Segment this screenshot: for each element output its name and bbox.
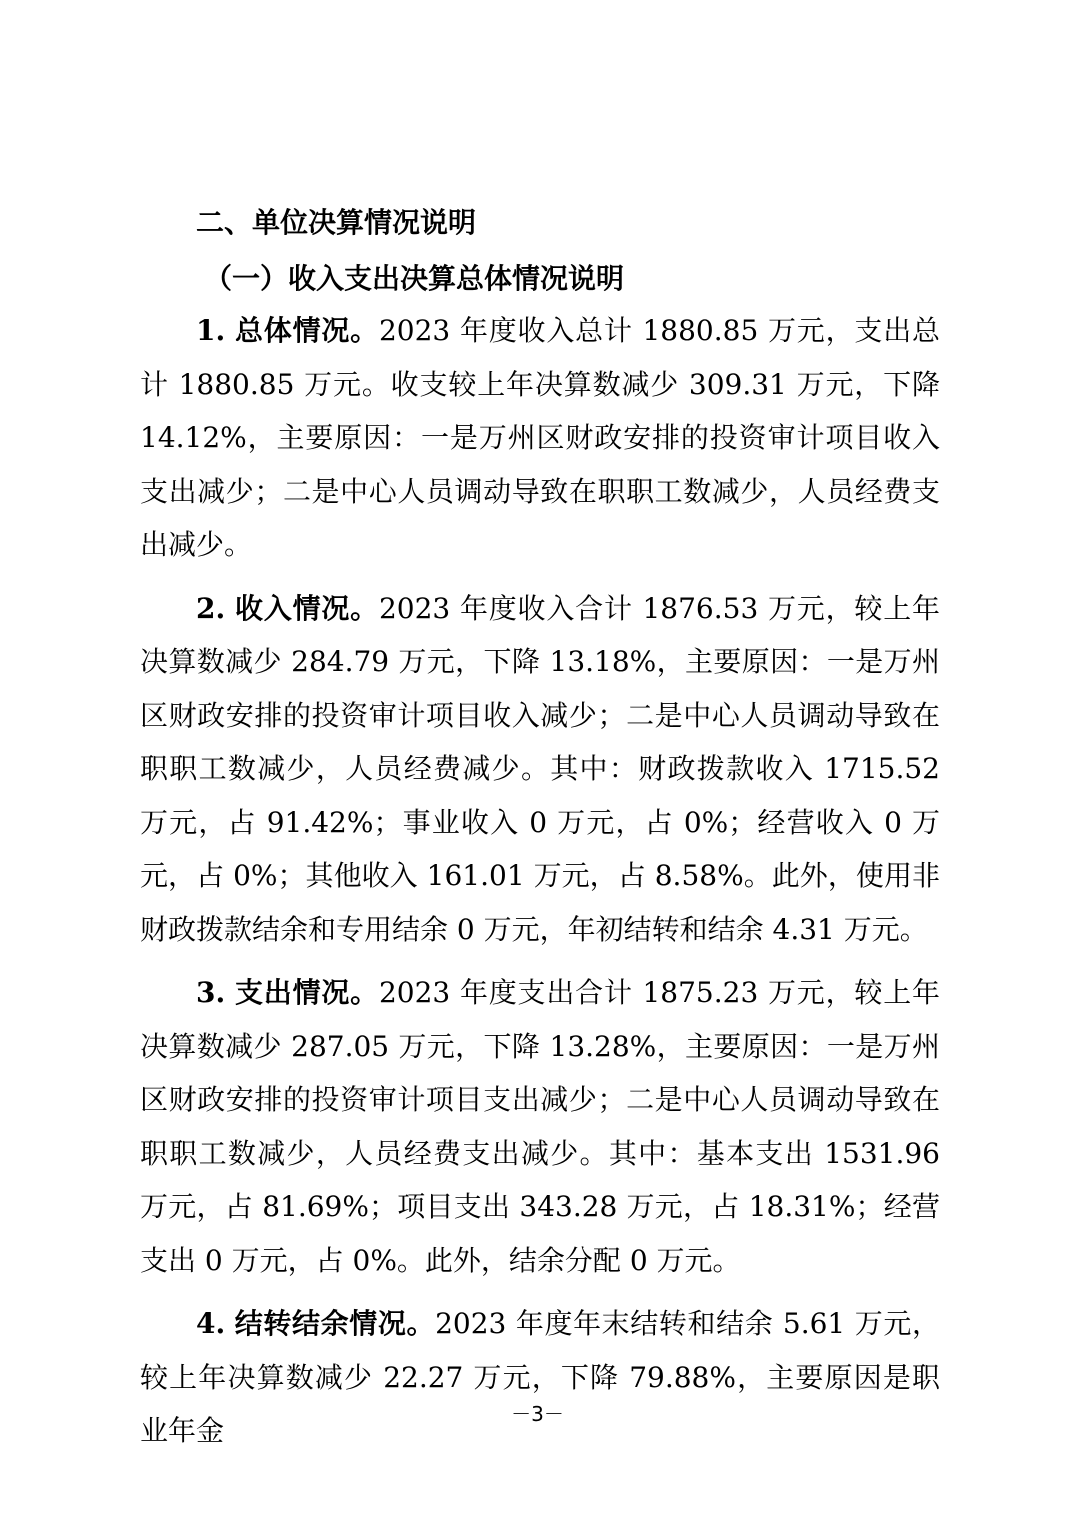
paragraph-lead: 结转结余情况。 [234, 1307, 436, 1340]
section-title: 二、单位决算情况说明 [196, 206, 477, 239]
paragraph-number: 3. [196, 976, 226, 1009]
section-subtitle: （一）收入支出决算总体情况说明 [204, 262, 625, 295]
paragraph-lead: 收入情况。 [234, 591, 379, 625]
document-body [140, 196, 940, 1468]
page-number: －3－ [511, 1402, 564, 1426]
paragraph-number: 4. [196, 1307, 226, 1340]
paragraph-number: 1. [196, 314, 226, 347]
paragraph-text: 2023 年度收入总计 1880.85 万元，支出总计 1880.85 万元。收支较上年决算数减少 309.31 万元，下降 14.12%，主要原因：一是万州区财政安排的投资审计项目收入支出减少；二是中心人员调动导致在职职工数减少，人员经费支出减少。 [140, 314, 940, 561]
paragraph-carryover [140, 1297, 940, 1458]
paragraph-text: 2023 年度支出合计 1875.23 万元，较上年决算数减少 287.05 万元，下降 13.28%，主要原因：一是万州区财政安排的投资审计项目支出减少；二是中心人员调动导致在职职工数减少，人员经费支出减少。其中：基本支出 1531.96 万元，占 81.69%；项目支出 343.28 万元，占 18.31%；经营支出 0 万元，占 0%。此外，结余分配 0 万元。 [140, 976, 940, 1277]
paragraph-text: 2023 年度收入合计 1876.53 万元，较上年决算数减少 284.79 万元，下降 13.18%，主要原因：一是万州区财政安排的投资审计项目收入减少；二是中心人员调动导致在职职工数减少，人员经费减少。其中：财政拨款收入 1715.52 万元，占 91.42%；事业收入 0 万元，占 0%；经营收入 0 万元，占 0%；其他收入 161.01 万元，占 8.58%。此外，使用非财政拨款结余和专用结余 0 万元，年初结转和结余 4.31 万元。 [140, 591, 940, 946]
paragraph-lead: 支出情况。 [234, 976, 379, 1009]
paragraph-text: 2023 年度年末结转和结余 5.61 万元，较上年决算数减少 22.27 万元，下降 79.88%，主要原因是职业年金 [140, 1307, 940, 1447]
paragraph-lead: 总体情况。 [234, 314, 379, 347]
paragraph-overall [140, 304, 940, 572]
paragraph-income [140, 582, 940, 957]
paragraph-expenditure [140, 966, 940, 1287]
paragraph-number: 2. [196, 591, 226, 625]
